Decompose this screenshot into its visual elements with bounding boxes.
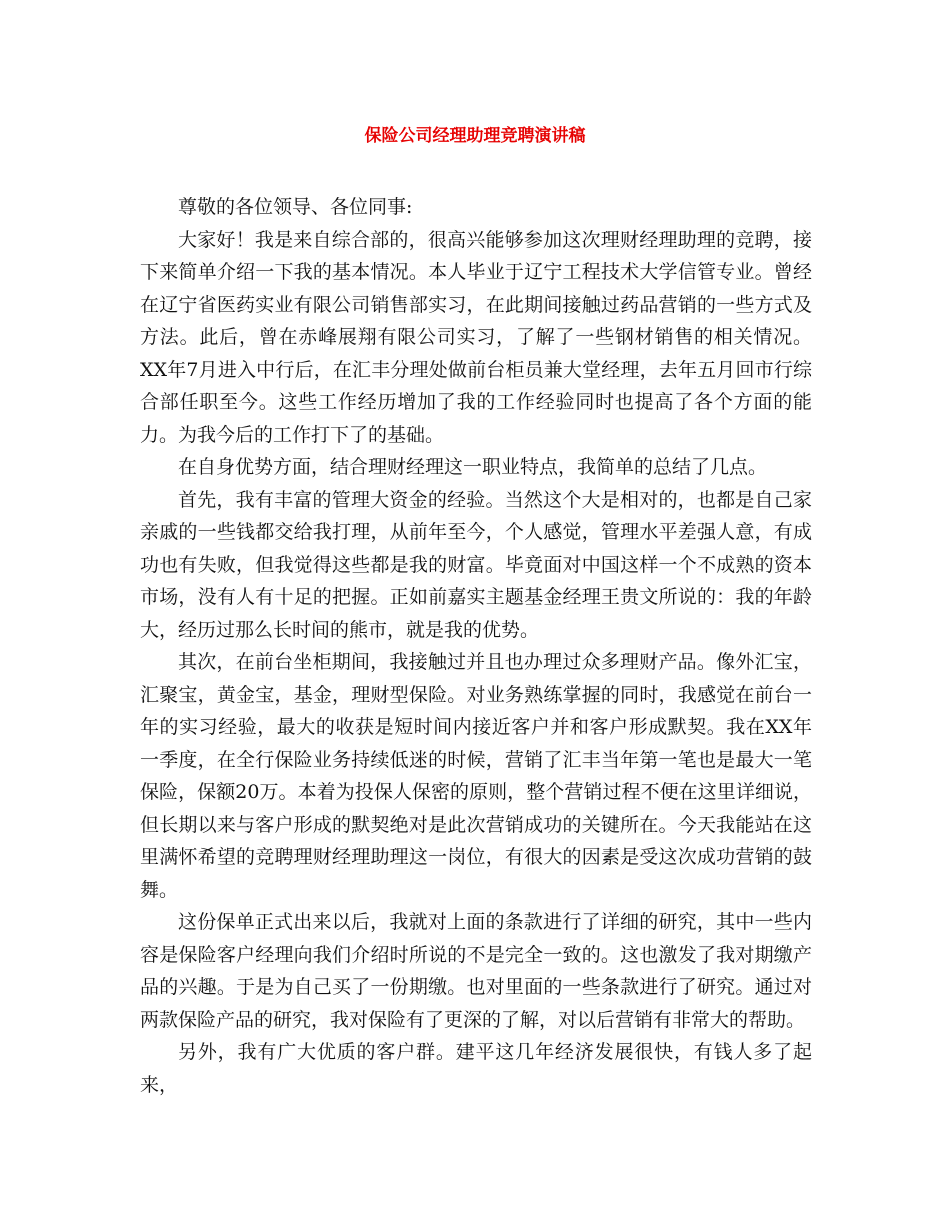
salutation: 尊敬的各位领导、各位同事: <box>178 196 413 218</box>
document-body <box>140 191 812 1101</box>
paragraph-advantages: 在自身优势方面，结合理财经理这一职业特点，我简单的总结了几点。 <box>178 456 768 478</box>
paragraph-second: 其次，在前台坐柜期间，我接触过并且也办理过众多理财产品。像外汇宝，汇聚宝，黄金宝，基金，理财型保险。对业务熟练掌握的同时，我感觉在前台一年的实习经验，最大的收获是短时间内接近客户并和客户形成默契。我在XX年一季度，在全行保险业务持续低迷的时候，营销了汇丰当年第一笔也是最大一笔保险，保额20万。本着为投保人保密的原则，整个营销过程不便在这里详细说，但长期以来与客户形成的默契绝对是此次营销成功的关键所在。今天我能站在这里满怀希望的竞聘理财经理助理这一岗位，有很大的因素是受这次成功营销的鼓舞。 <box>140 651 812 901</box>
paragraph-clients: 另外，我有广大优质的客户群。建平这几年经济发展很快，有钱人多了起来， <box>140 1041 812 1096</box>
paragraph-intro: 大家好！我是来自综合部的，很高兴能够参加这次理财经理助理的竞聘，接下来简单介绍一下我的基本情况。本人毕业于辽宁工程技术大学信管专业。曾经在辽宁省医药实业有限公司销售部实习，在此期间接触过药品营销的一些方式及方法。此后，曾在赤峰展翔有限公司实习，了解了一些钢材销售的相关情况。XX年7月进入中行后，在汇丰分理处做前台柜员兼大堂经理，去年五月回市行综合部任职至今。这些工作经历增加了我的工作经验同时也提高了各个方面的能力。为我今后的工作打下了的基础。 <box>140 228 812 446</box>
document-title: 保险公司经理助理竞聘演讲稿 <box>364 126 586 146</box>
paragraph-policy: 这份保单正式出来以后，我就对上面的条款进行了详细的研究，其中一些内容是保险客户经理向我们介绍时所说的不是完全一致的。这也激发了我对期缴产品的兴趣。于是为自己买了一份期缴。也对里面的一些条款进行了研究。通过对两款保险产品的研究，我对保险有了更深的了解，对以后营销有非常大的帮助。 <box>140 911 812 1031</box>
paragraph-first: 首先，我有丰富的管理大资金的经验。当然这个大是相对的，也都是自己家亲戚的一些钱都交给我打理，从前年至今，个人感觉，管理水平差强人意，有成功也有失败，但我觉得这些都是我的财富。毕竟面对中国这样一个不成熟的资本市场，没有人有十足的把握。正如前嘉实主题基金经理王贵文所说的：我的年龄大，经历过那么长时间的熊市，就是我的优势。 <box>140 488 812 641</box>
